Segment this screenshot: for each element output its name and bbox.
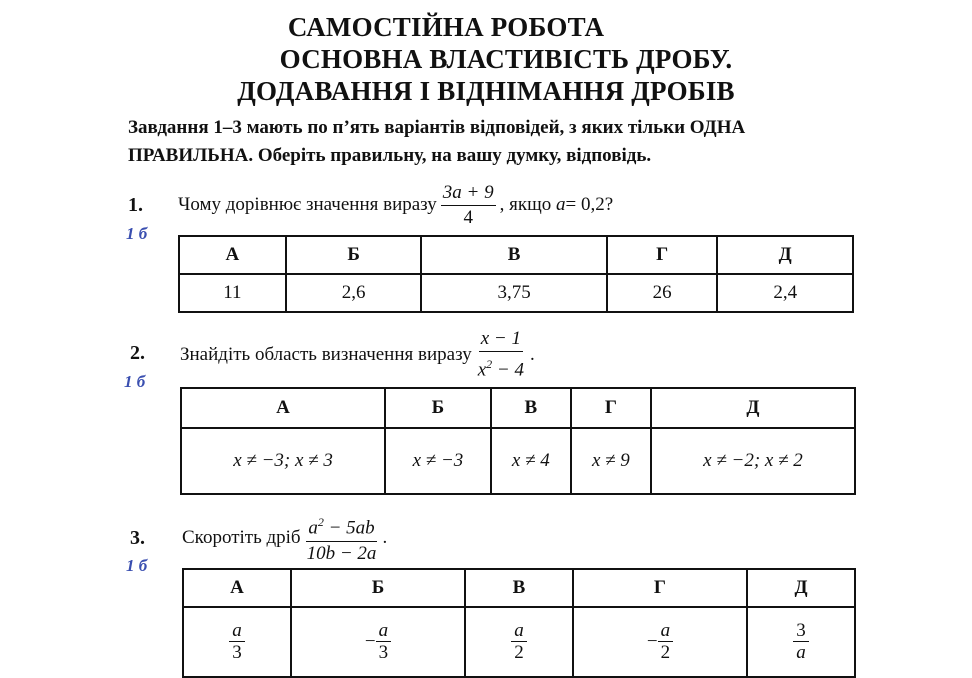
question-3-answer-table xyxy=(182,568,856,678)
option-b-header[interactable]: Б xyxy=(291,569,465,607)
numerator-base: a xyxy=(308,517,318,539)
answer-denominator: a xyxy=(796,641,806,663)
question-2-answer-table xyxy=(180,387,856,495)
title-line-1: САМОСТІЙНА РОБОТА xyxy=(287,12,605,42)
question-2-number: 2. xyxy=(130,342,145,364)
question-2-text xyxy=(180,330,535,380)
option-v-header[interactable]: В xyxy=(421,236,607,274)
answer-fraction xyxy=(229,621,245,664)
question-2-fraction xyxy=(476,328,526,381)
answer-denominator: 3 xyxy=(232,641,242,663)
option-v-header[interactable]: В xyxy=(465,569,573,607)
option-a-value[interactable]: 11 xyxy=(179,274,286,312)
option-b-value[interactable]: 2,6 xyxy=(286,274,422,312)
question-3-points: 1 б xyxy=(126,556,148,575)
option-d-value[interactable]: x ≠ −2; x ≠ 2 xyxy=(651,428,855,494)
question-1-text-tail: = 0,2? xyxy=(565,194,614,215)
option-g-header[interactable]: Г xyxy=(573,569,747,607)
option-a-header[interactable]: А xyxy=(183,569,291,607)
answer-numerator: a xyxy=(229,621,245,642)
answer-fraction xyxy=(793,621,809,664)
option-a-header[interactable]: А xyxy=(181,388,385,428)
title-line-2: ОСНОВНА ВЛАСТИВІСТЬ ДРОБУ. xyxy=(279,44,733,74)
denominator-base: x xyxy=(477,359,487,381)
fraction-numerator: 3a + 9 xyxy=(441,182,496,206)
answer-fraction xyxy=(365,621,391,664)
fraction-denominator: 10b − 2a xyxy=(306,542,377,564)
fraction-numerator: x − 1 xyxy=(479,328,523,352)
denominator-exponent: 2 xyxy=(486,357,493,372)
question-3-text-after: . xyxy=(382,527,388,548)
answer-sign: − xyxy=(646,631,658,652)
option-b-value[interactable]: x ≠ −3 xyxy=(385,428,491,494)
option-g-value[interactable]: x ≠ 9 xyxy=(571,428,651,494)
question-1-text xyxy=(178,180,613,230)
option-v-value[interactable]: x ≠ 4 xyxy=(491,428,571,494)
question-1-text-before: Чому дорівнює значення виразу xyxy=(178,194,437,215)
numerator-rest: − 5ab xyxy=(323,517,375,539)
question-2-points: 1 б xyxy=(124,372,146,391)
fraction-denominator: 4 xyxy=(463,206,473,228)
title-line-3: ДОДАВАННЯ І ВІДНІМАННЯ ДРОБІВ xyxy=(237,76,735,106)
answer-fraction xyxy=(647,621,673,664)
question-2-text-before: Знайдіть область визначення виразу xyxy=(180,344,472,365)
question-1-variable: a xyxy=(555,194,566,215)
option-v-value[interactable] xyxy=(465,607,573,677)
question-1-text-after: , якщо xyxy=(499,194,552,215)
option-d-header[interactable]: Д xyxy=(651,388,855,428)
answer-fraction xyxy=(511,621,527,664)
answer-denominator: 3 xyxy=(378,641,389,663)
numerator-exponent: 2 xyxy=(317,515,324,530)
question-2-text-after: . xyxy=(529,344,535,365)
answer-denominator: 2 xyxy=(660,641,671,663)
question-3-fraction xyxy=(305,511,379,564)
answer-numerator: a xyxy=(511,621,527,642)
option-g-value[interactable]: 26 xyxy=(607,274,718,312)
answer-numerator: a xyxy=(376,621,392,642)
option-g-header[interactable]: Г xyxy=(607,236,718,274)
question-3-text xyxy=(182,512,387,564)
question-1-points: 1 б xyxy=(126,224,148,243)
option-a-header[interactable]: А xyxy=(179,236,286,274)
question-3-text-before: Скоротіть дріб xyxy=(182,527,301,548)
option-a-value[interactable]: x ≠ −3; x ≠ 3 xyxy=(181,428,385,494)
option-g-header[interactable]: Г xyxy=(571,388,651,428)
question-1-answer-table xyxy=(178,235,854,313)
denominator-rest: − 4 xyxy=(492,359,524,381)
answer-numerator: a xyxy=(658,621,674,642)
fraction-denominator xyxy=(476,352,526,381)
answer-numerator: 3 xyxy=(793,621,809,642)
question-3-number: 3. xyxy=(130,527,145,549)
option-b-value[interactable] xyxy=(291,607,465,677)
question-1-number: 1. xyxy=(128,194,143,216)
option-v-header[interactable]: В xyxy=(491,388,571,428)
question-1-fraction xyxy=(441,182,496,229)
option-d-header[interactable]: Д xyxy=(747,569,855,607)
answer-denominator: 2 xyxy=(514,641,524,663)
option-g-value[interactable] xyxy=(573,607,747,677)
option-d-value[interactable]: 2,4 xyxy=(717,274,853,312)
option-b-header[interactable]: Б xyxy=(385,388,491,428)
option-d-header[interactable]: Д xyxy=(717,236,853,274)
option-d-value[interactable] xyxy=(747,607,855,677)
option-b-header[interactable]: Б xyxy=(286,236,422,274)
fraction-numerator xyxy=(306,511,376,541)
instructions: Завдання 1–3 мають по п’ять варіантів відповідей, з яких тільки ОДНА ПРАВИЛЬНА. Оберіть правильну, на вашу думку, відповідь. xyxy=(128,117,746,166)
answer-sign: − xyxy=(364,631,376,652)
option-v-value[interactable]: 3,75 xyxy=(421,274,607,312)
option-a-value[interactable] xyxy=(183,607,291,677)
